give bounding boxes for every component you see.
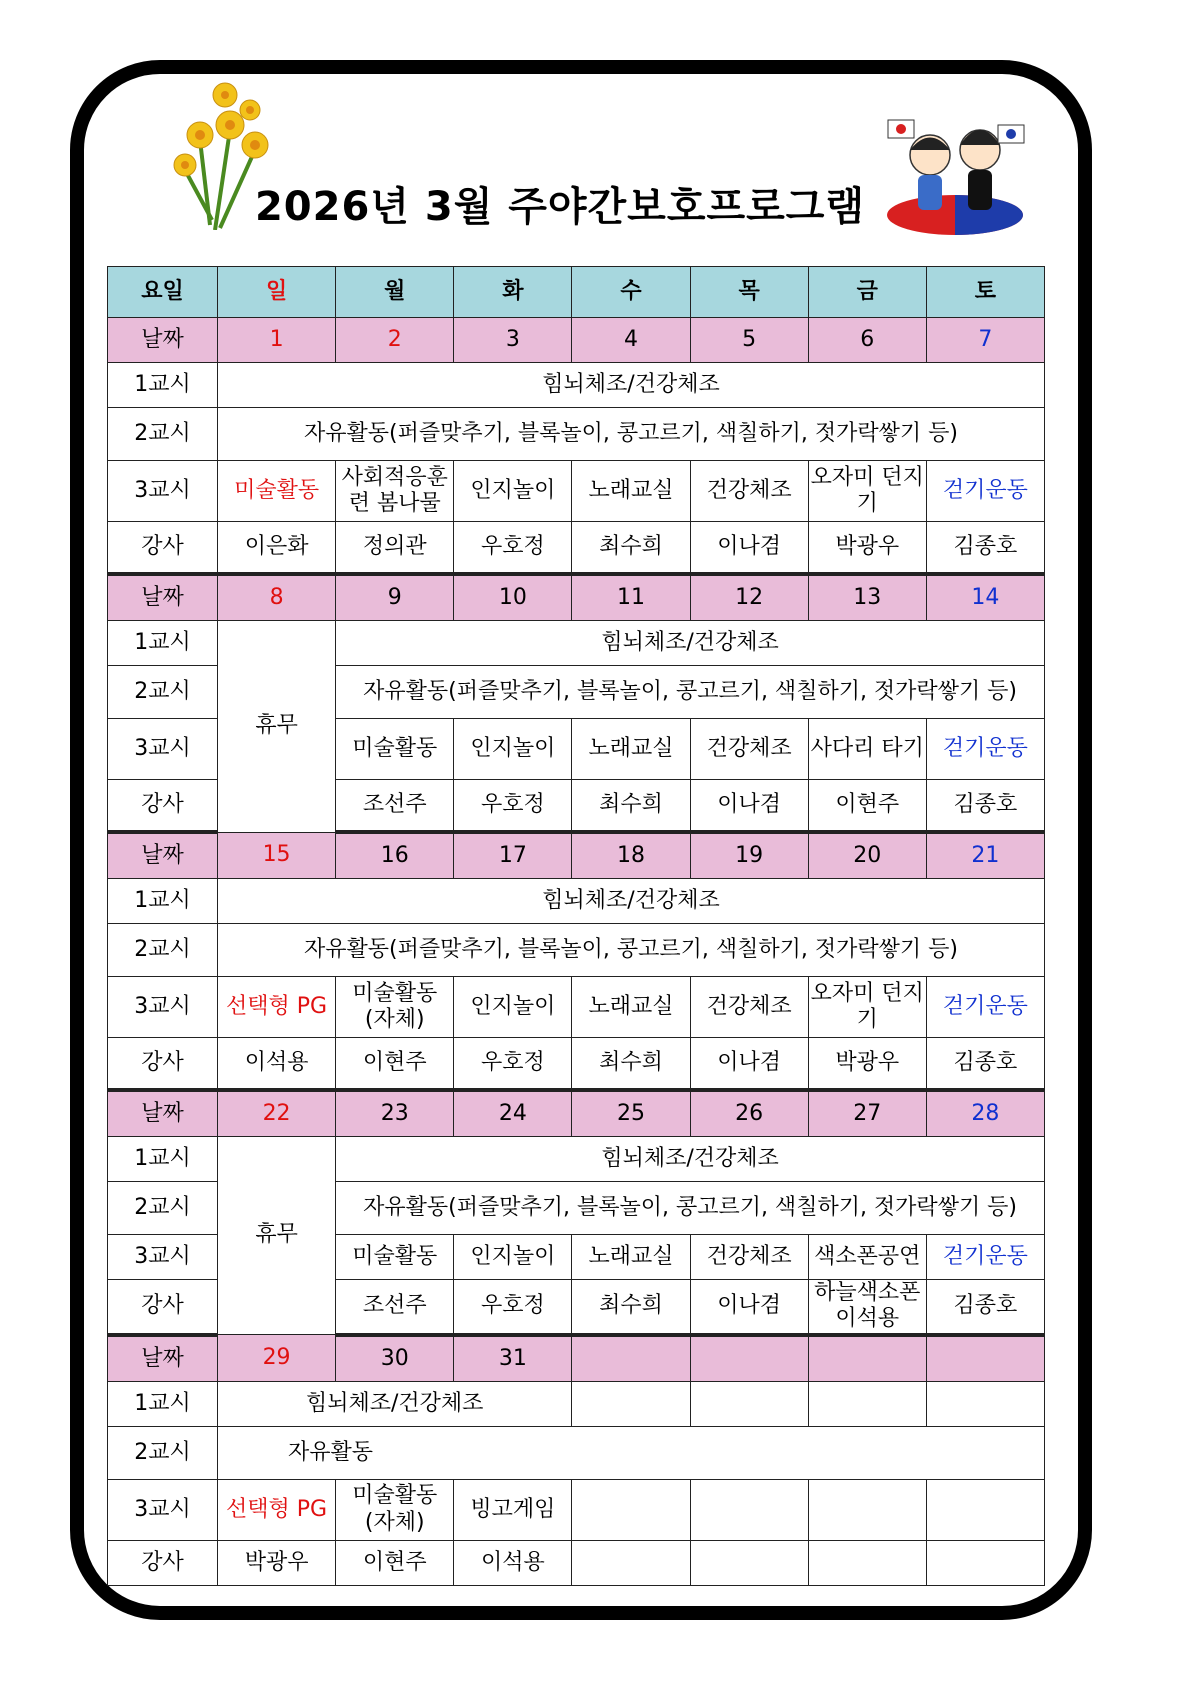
date-cell: 8 — [218, 574, 336, 621]
schedule-table — [107, 266, 1045, 1586]
teacher-cell: 이석용 — [218, 1038, 336, 1091]
empty-cell — [690, 1540, 808, 1585]
period1-activity: 힘뇌체조/건강체조 — [218, 879, 1045, 924]
period3-row — [108, 1479, 1045, 1540]
period3-cell: 미술활동 (자체) — [336, 977, 454, 1038]
date-cell: 18 — [572, 832, 690, 879]
empty-cell — [690, 1381, 808, 1426]
teacher-cell: 이나겸 — [690, 1038, 808, 1091]
period3-cell: 사회적응훈련 봄나물 — [336, 461, 454, 522]
teacher-cell: 우호정 — [454, 1038, 572, 1091]
period3-label: 3교시 — [108, 719, 218, 780]
teacher-cell: 이은화 — [218, 522, 336, 575]
period2-activity: 자유활동(퍼즐맞추기, 블록놀이, 콩고르기, 색칠하기, 젓가락쌓기 등) — [336, 1182, 1045, 1235]
empty-cell — [690, 1479, 808, 1540]
empty-cell — [926, 1381, 1044, 1426]
period3-cell: 색소폰공연 — [808, 1235, 926, 1280]
teacher-cell: 이나겸 — [690, 1280, 808, 1335]
teacher-cell: 박광우 — [808, 1038, 926, 1091]
date-cell — [690, 1335, 808, 1382]
date-cell: 3 — [454, 318, 572, 363]
date-label: 날짜 — [108, 1335, 218, 1382]
period3-cell: 인지놀이 — [454, 461, 572, 522]
date-row — [108, 318, 1045, 363]
header-sat: 토 — [926, 267, 1044, 318]
sunday-off-cell: 휴무 — [218, 621, 336, 833]
date-row — [108, 1090, 1045, 1137]
empty-cell — [808, 1381, 926, 1426]
period3-cell: 미술활동 — [336, 719, 454, 780]
teacher-cell: 조선주 — [336, 780, 454, 833]
period1-row — [108, 363, 1045, 408]
period1-label: 1교시 — [108, 363, 218, 408]
date-cell: 1 — [218, 318, 336, 363]
date-cell: 28 — [926, 1090, 1044, 1137]
header-mon: 월 — [336, 267, 454, 318]
teacher-cell: 이현주 — [336, 1540, 454, 1585]
period3-cell: 오자미 던지기 — [808, 461, 926, 522]
teacher-cell: 김종호 — [926, 522, 1044, 575]
period2-label: 2교시 — [108, 924, 218, 977]
date-cell: 4 — [572, 318, 690, 363]
header-wed: 수 — [572, 267, 690, 318]
period1-label: 1교시 — [108, 621, 218, 666]
empty-cell — [926, 1479, 1044, 1540]
empty-cell — [572, 1381, 690, 1426]
period3-cell: 노래교실 — [572, 1235, 690, 1280]
period3-cell: 미술활동 — [218, 461, 336, 522]
period2-label: 2교시 — [108, 1426, 218, 1479]
date-cell — [572, 1335, 690, 1382]
period3-cell: 걷기운동 — [926, 1235, 1044, 1280]
period3-cell: 선택형 PG — [218, 1479, 336, 1540]
period2-activity: 자유활동(퍼즐맞추기, 블록놀이, 콩고르기, 색칠하기, 젓가락쌓기 등) — [218, 408, 1045, 461]
teacher-cell: 정의관 — [336, 522, 454, 575]
teacher-cell: 박광우 — [218, 1540, 336, 1585]
date-cell — [926, 1335, 1044, 1382]
empty-cell — [808, 1479, 926, 1540]
teacher-cell: 최수희 — [572, 522, 690, 575]
period1-row — [108, 621, 1045, 666]
date-cell: 19 — [690, 832, 808, 879]
date-cell: 24 — [454, 1090, 572, 1137]
date-label: 날짜 — [108, 832, 218, 879]
teacher-cell: 조선주 — [336, 1280, 454, 1335]
sunday-off-cell: 휴무 — [218, 1137, 336, 1335]
period1-activity: 힘뇌체조/건강체조 — [218, 1381, 572, 1426]
header-label: 요일 — [108, 267, 218, 318]
period3-label: 3교시 — [108, 977, 218, 1038]
period3-cell: 선택형 PG — [218, 977, 336, 1038]
period3-row — [108, 977, 1045, 1038]
teacher-label: 강사 — [108, 1038, 218, 1091]
date-cell: 6 — [808, 318, 926, 363]
period1-row — [108, 879, 1045, 924]
period3-cell: 건강체조 — [690, 719, 808, 780]
teacher-cell: 하늘색소폰 이석용 — [808, 1280, 926, 1335]
period2-row — [108, 408, 1045, 461]
teacher-label: 강사 — [108, 1280, 218, 1335]
teacher-cell: 우호정 — [454, 522, 572, 575]
date-cell: 12 — [690, 574, 808, 621]
period1-row — [108, 1137, 1045, 1182]
period3-row — [108, 461, 1045, 522]
date-cell: 20 — [808, 832, 926, 879]
date-cell — [808, 1335, 926, 1382]
teacher-label: 강사 — [108, 780, 218, 833]
date-cell: 5 — [690, 318, 808, 363]
header-thu: 목 — [690, 267, 808, 318]
period2-label: 2교시 — [108, 1182, 218, 1235]
period3-cell: 건강체조 — [690, 977, 808, 1038]
date-cell: 22 — [218, 1090, 336, 1137]
teacher-cell: 이나겸 — [690, 522, 808, 575]
date-label: 날짜 — [108, 574, 218, 621]
period3-label: 3교시 — [108, 1479, 218, 1540]
date-cell: 11 — [572, 574, 690, 621]
date-cell: 9 — [336, 574, 454, 621]
date-cell: 7 — [926, 318, 1044, 363]
empty-cell — [926, 1540, 1044, 1585]
period3-cell: 걷기운동 — [926, 719, 1044, 780]
period3-cell: 걷기운동 — [926, 977, 1044, 1038]
date-row — [108, 832, 1045, 879]
teacher-cell: 우호정 — [454, 1280, 572, 1335]
date-cell: 31 — [454, 1335, 572, 1382]
period2-label: 2교시 — [108, 666, 218, 719]
empty-cell — [572, 1479, 690, 1540]
period2-activity: 자유활동(퍼즐맞추기, 블록놀이, 콩고르기, 색칠하기, 젓가락쌓기 등) — [218, 924, 1045, 977]
date-cell: 13 — [808, 574, 926, 621]
teacher-label: 강사 — [108, 1540, 218, 1585]
date-cell: 25 — [572, 1090, 690, 1137]
period2-label: 2교시 — [108, 408, 218, 461]
children-with-flags-icon — [880, 110, 1030, 240]
period3-cell: 빙고게임 — [454, 1479, 572, 1540]
period3-cell: 노래교실 — [572, 461, 690, 522]
period3-cell: 인지놀이 — [454, 719, 572, 780]
teacher-cell: 이현주 — [808, 780, 926, 833]
teacher-cell: 이현주 — [336, 1038, 454, 1091]
date-cell: 14 — [926, 574, 1044, 621]
period1-label: 1교시 — [108, 879, 218, 924]
teacher-cell: 최수희 — [572, 1038, 690, 1091]
header-sun: 일 — [218, 267, 336, 318]
teacher-row — [108, 522, 1045, 575]
date-cell: 10 — [454, 574, 572, 621]
period3-cell: 걷기운동 — [926, 461, 1044, 522]
header-fri: 금 — [808, 267, 926, 318]
header-tue: 화 — [454, 267, 572, 318]
period3-label: 3교시 — [108, 1235, 218, 1280]
period3-cell: 인지놀이 — [454, 977, 572, 1038]
date-row — [108, 574, 1045, 621]
date-cell: 17 — [454, 832, 572, 879]
page-title: 2026년 3월 주야간보호프로그램 — [254, 184, 866, 230]
weekday-header-row — [108, 267, 1045, 318]
teacher-label: 강사 — [108, 522, 218, 575]
period3-cell: 미술활동 (자체) — [336, 1479, 454, 1540]
period3-cell: 오자미 던지기 — [808, 977, 926, 1038]
period1-label: 1교시 — [108, 1381, 218, 1426]
date-cell: 26 — [690, 1090, 808, 1137]
period3-cell: 건강체조 — [690, 1235, 808, 1280]
period3-cell: 사다리 타기 — [808, 719, 926, 780]
teacher-cell: 김종호 — [926, 780, 1044, 833]
date-label: 날짜 — [108, 1090, 218, 1137]
period3-label: 3교시 — [108, 461, 218, 522]
teacher-row — [108, 1038, 1045, 1091]
period1-label: 1교시 — [108, 1137, 218, 1182]
period3-cell: 노래교실 — [572, 977, 690, 1038]
teacher-cell: 이석용 — [454, 1540, 572, 1585]
teacher-cell: 김종호 — [926, 1280, 1044, 1335]
teacher-cell: 최수희 — [572, 1280, 690, 1335]
empty-cell — [808, 1540, 926, 1585]
teacher-cell: 이나겸 — [690, 780, 808, 833]
teacher-cell: 우호정 — [454, 780, 572, 833]
period1-row — [108, 1381, 1045, 1426]
period3-cell: 인지놀이 — [454, 1235, 572, 1280]
period1-activity: 힘뇌체조/건강체조 — [218, 363, 1045, 408]
date-cell: 15 — [218, 832, 336, 879]
date-cell: 30 — [336, 1335, 454, 1382]
period2-row — [108, 924, 1045, 977]
period3-cell: 노래교실 — [572, 719, 690, 780]
date-cell: 29 — [218, 1335, 336, 1382]
teacher-cell: 박광우 — [808, 522, 926, 575]
date-cell: 2 — [336, 318, 454, 363]
period1-activity: 힘뇌체조/건강체조 — [336, 621, 1045, 666]
teacher-cell: 최수희 — [572, 780, 690, 833]
date-cell: 23 — [336, 1090, 454, 1137]
date-label: 날짜 — [108, 318, 218, 363]
teacher-cell: 김종호 — [926, 1038, 1044, 1091]
empty-cell — [572, 1540, 690, 1585]
date-cell: 16 — [336, 832, 454, 879]
date-row — [108, 1335, 1045, 1382]
date-cell: 21 — [926, 832, 1044, 879]
period3-cell: 건강체조 — [690, 461, 808, 522]
period2-activity: 자유활동 — [218, 1426, 1045, 1479]
period1-activity: 힘뇌체조/건강체조 — [336, 1137, 1045, 1182]
period2-activity: 자유활동(퍼즐맞추기, 블록놀이, 콩고르기, 색칠하기, 젓가락쌓기 등) — [336, 666, 1045, 719]
period2-row — [108, 1426, 1045, 1479]
date-cell: 27 — [808, 1090, 926, 1137]
period3-cell: 미술활동 — [336, 1235, 454, 1280]
teacher-row — [108, 1540, 1045, 1585]
